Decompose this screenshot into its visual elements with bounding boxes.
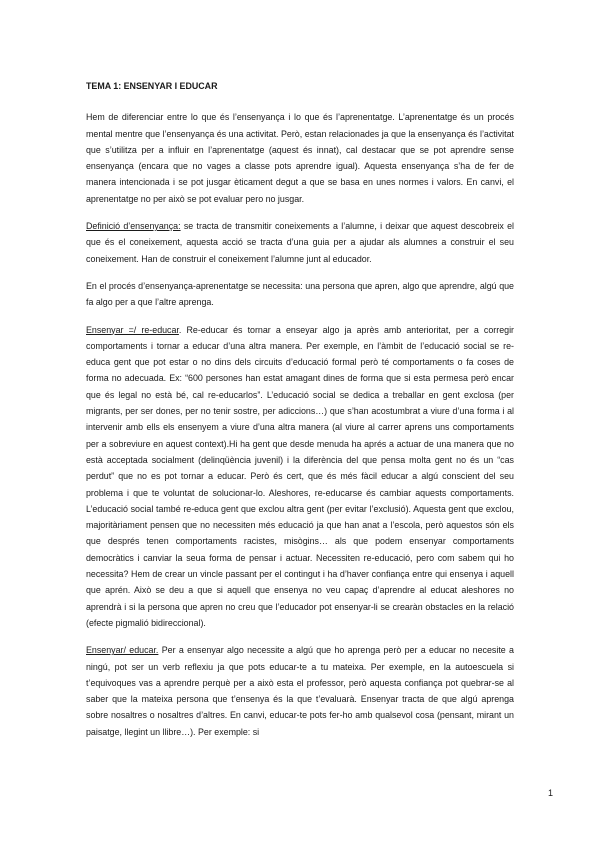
document-body xyxy=(86,78,514,751)
paragraph-definicio xyxy=(86,218,514,267)
paragraph-proces xyxy=(86,278,514,311)
page-number: 1 xyxy=(548,788,554,798)
paragraph-text: Per a ensenyar algo necessite a algú que ho aprenga però per a educar no necesite a ningú, pot ser un verb reflexiu ja que pots educar-te a tu mateixa. Per exemple, en la autoescuela si t’equivoques vas a aprendre perquè per a això esta el professor, però aquesta confiança pot quebrar-se al saber que la mateixa persona que t’ensenya és la que t’evaluarà. Ensenyar tracta de que algú aprenga sobre nosaltres o nosaltres d’altres. En canvi, educar-te pots fer-ho amb qualsevol cosa (pensant, mirant un paisatge, llegint un llibre…). Per exemple: si xyxy=(86,645,514,737)
document-title: TEMA 1: ENSENYAR I EDUCAR xyxy=(86,81,218,91)
paragraph-educar xyxy=(86,642,514,740)
paragraph-reeducar xyxy=(86,322,514,632)
paragraph-text: En el procés d’ensenyança-aprenentatge se necessita: una persona que apren, algo que aprendre, algú que fa algo per a que l’altre aprenga. xyxy=(86,280,514,308)
paragraph-text: . Re-educar és tornar a enseyar algo ja après amb anterioritat, per a corregir comportaments i tornar a educar d’una altra manera. Per exemple, en l’àmbit de l’educació social se re-educa gent que pot estar o no dins dels circuits d’educació formal però té comportaments o fa coses de forma no adecuada. Ex: “600 persones han estat amagant dines de forma que si esta permesa però encar que és legal no està bé, cal re-educarlos”. L’educació social se dedica a treballar en gent exclosa (per migrants, per ser dones, per no tenir sostre, per adiccions…) que s’han acostumbrat a viure d’una forma i al intervenir amb ells els ensenyem a viure d’una altra manera (al viure al carrer aprens uns comportaments per a sobreviure en aquest context).Hi ha gent que desde menuda ha aprés a actuar de una manera que no està acceptada socialment (delinqüència juvenil) i la diferència del que pensa molta gent no és un “cas perdut” que no es pot tornar a educar. Però és cert, que és més fàcil educar a algú conscient del seu problema i que te voluntat de solucionar-lo. Aleshores, re-educarse és cambiar aquests comportaments. L’educació social també re-educa gent que exclou altra gent (per evitar l’exclusió). Aquesta gent que exclou, majoritàriament pensen que no necessiten més educació ja que han anat a l’escola, però aquestos són els que després tenen comportaments racistes, misògins… als que podem ensenyar comportaments democràtics i canviar la seua forma de pensar i actuar. Necessiten re-educació, pero com sabem qui ho necessita? Hem de crear un vincle passant per el contingut i ha d’haver confiança entre qui ensenya i aquell que aprén. Això se deu a que si aquell que ensenya no veu capaç d’aprendre al educat aleshores no aprendrà i si la persona que apren no creu que l’educador pot ensenyar-li se crearàn obstacles en la relació (efecte pigmalió bidireccional). xyxy=(86,324,514,628)
paragraph-lead: Definició d’ensenyança: xyxy=(86,221,181,232)
paragraph-lead: Ensenyar =/ re-educar xyxy=(86,324,179,335)
paragraph-text: se tracta de transmitir coneixements a l’alumne, i deixar que aquest descobreix el que és el coneixement, aquesta acció se tracta d’una guia per a ajudar als alumnes a construir el seu coneixement. Han de construir el coneixement l’alumne junt al educador. xyxy=(86,221,514,264)
paragraph-text: Hem de diferenciar entre lo que és l’ensenyança i lo que és l’aprenentatge. L’aprenentatge és un procés mental mentre que l’ensenyança és una activitat. Però, estan relacionades ja que la ensenyança és l’activitat que s’utilitza per a influir en l’aprenentatge (aquest és innat), cal destacar que se pot aprendre sense ensenyança (encara que no vages a classe pots aprendre igual). Aquesta ensenyança s’ha de fer de manera intencionada i se pot jusgar èticament degut a que se basa en unes normes i valors. En canvi, el aprenentatge no per això se pot evaluar pero no jusgar. xyxy=(86,112,514,204)
paragraph-aprenentatge xyxy=(86,109,514,207)
paragraph-lead: Ensenyar/ educar. xyxy=(86,645,159,656)
